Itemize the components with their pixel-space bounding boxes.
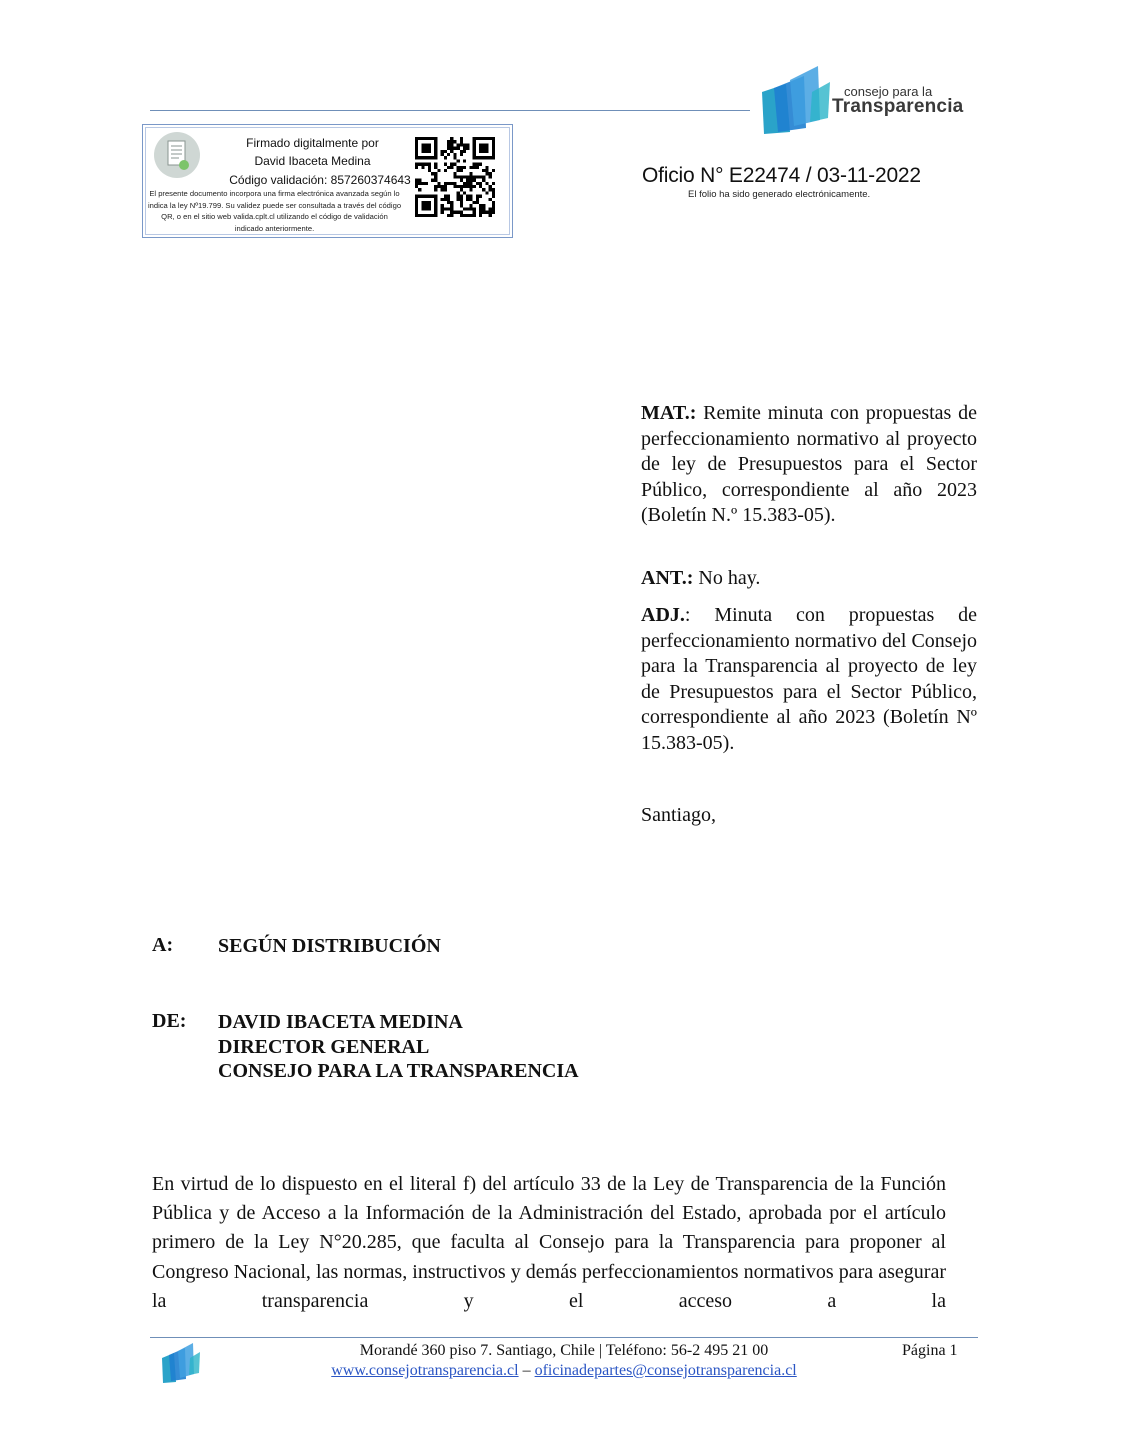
- document-seal-icon: [154, 132, 200, 178]
- from-organization: CONSEJO PARA LA TRANSPARENCIA: [218, 1060, 579, 1082]
- cplt-logo-icon: [760, 62, 840, 137]
- digital-signature-box: [142, 124, 513, 238]
- from-name: DAVID IBACETA MEDINA: [218, 1011, 463, 1033]
- to-value: SEGÚN DISTRIBUCIÓN: [218, 935, 441, 957]
- signed-by-label: Firmado digitalmente por: [246, 136, 379, 150]
- from-label: DE:: [152, 1010, 187, 1032]
- footer-rule: [150, 1337, 978, 1338]
- adj-reference: [641, 603, 977, 757]
- place-date: Santiago,: [641, 804, 716, 826]
- validation-code: Código validación: 857260374643: [229, 173, 411, 187]
- ant-label: ANT.:: [641, 567, 694, 589]
- to-label: A:: [152, 934, 174, 956]
- oficio-folio-note: El folio ha sido generado electrónicamente.: [688, 189, 871, 200]
- logo-small-text: consejo para la: [844, 84, 933, 99]
- header-rule: [150, 110, 750, 111]
- page-number: Página 1: [902, 1342, 958, 1359]
- link-separator: –: [518, 1362, 535, 1379]
- footer-links: [150, 1362, 978, 1380]
- body-paragraph: En virtud de lo dispuesto en el literal f) del artículo 33 de la Ley de Transparencia de la Función Pública y de Acceso a la Información de la Administración del Estado, aprobada por el artículo primero de la Ley N°20.285, que faculta al Consejo para la Transparencia para proponer al Congreso Nacional, las normas, instructivos y demás perfeccionamientos normativos para asegurar la transparencia y el acceso a la: [152, 1173, 946, 1312]
- footer-address: Morandé 360 piso 7. Santiago, Chile | Teléfono: 56-2 495 21 00: [359, 1342, 769, 1359]
- from-value: [218, 1010, 579, 1084]
- qr-code-icon[interactable]: [415, 137, 495, 217]
- signer-name: David Ibaceta Medina: [254, 154, 371, 168]
- mat-label: MAT.:: [641, 402, 697, 424]
- mat-text: Remite minuta con propuestas de perfeccionamiento normativo al proyecto de ley de Presupuestos para el Sector Público, correspondiente al año 2023 (Boletín N.º 15.383-05).: [641, 402, 977, 527]
- adj-text: : Minuta con propuestas de perfeccionamiento normativo del Consejo para la Transparencia al proyecto de ley de Presupuestos para el Sector Público, correspondiente al año 2023 (Boletín Nº 15.383-05).: [641, 604, 978, 754]
- adj-label: ADJ.: [641, 604, 685, 626]
- mat-reference: [641, 401, 977, 529]
- logo-big-text: Transparencia: [832, 96, 964, 117]
- website-link[interactable]: www.consejotransparencia.cl: [331, 1362, 519, 1379]
- signature-legal-note: El presente documento incorpora una firma electrónica avanzada según lo indica la ley Nº19.799. Su validez puede ser consultada a través del código QR, o en el sitio web valida.cplt.cl utilizando el código de validación indicado anteriormente.: [147, 189, 402, 233]
- oficio-number: Oficio N° E22474 / 03-11-2022: [642, 164, 921, 187]
- cplt-logo: [760, 62, 975, 137]
- ant-reference: [641, 566, 977, 592]
- ant-text: No hay.: [698, 567, 761, 589]
- email-link[interactable]: oficinadepartes@consejotransparencia.cl: [534, 1362, 797, 1379]
- from-title: DIRECTOR GENERAL: [218, 1035, 430, 1058]
